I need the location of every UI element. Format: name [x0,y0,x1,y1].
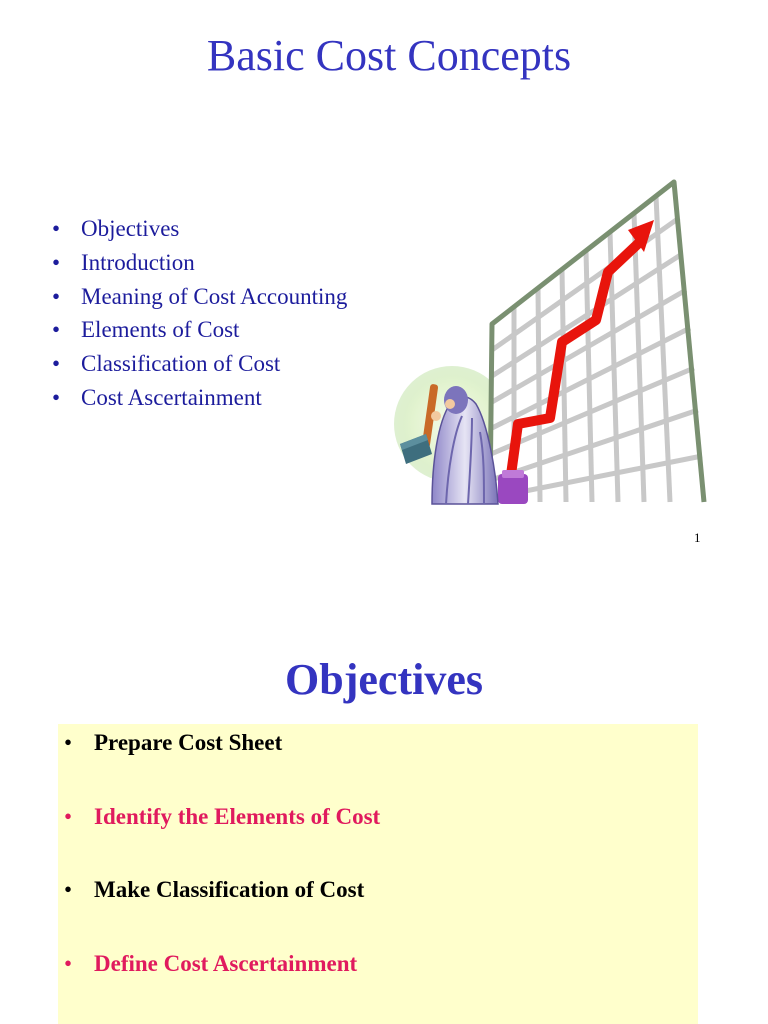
list-item-label: Meaning of Cost Accounting [81,283,348,309]
list-item [52,313,347,347]
objectives-box [58,724,698,1024]
page-number: 1 [694,530,701,545]
list-item [52,212,347,246]
bullet-icon: • [52,249,61,275]
list-item-label: Introduction [81,249,195,275]
list-item [64,875,380,949]
growth-chart-clipart-icon [392,172,712,506]
list-item-label: Cost Ascertainment [81,384,262,410]
bullet-icon: • [64,803,73,829]
list-item-label: Elements of Cost [81,317,240,343]
list-item [52,280,347,314]
list-item-label: Classification of Cost [81,351,281,377]
slide-2-title: Objectives [285,655,483,704]
list-item-label: Identify the Elements of Cost [94,803,381,829]
slide-2 [0,560,768,1024]
bullet-icon: • [52,317,61,343]
list-item [52,381,347,415]
objectives-list [64,728,380,1023]
bullet-icon: • [64,730,73,755]
bullet-icon: • [52,384,61,410]
slide-1-title: Basic Cost Concepts [206,31,572,80]
list-item [52,246,347,280]
list-item [52,347,347,381]
bullet-icon: • [52,216,61,241]
list-item-label: Define Cost Ascertainment [94,951,358,977]
list-item [64,802,380,876]
bullet-icon: • [64,877,73,903]
list-item [64,949,380,1023]
list-item [64,728,380,802]
bullet-icon: • [64,951,73,977]
bullet-icon: • [52,351,61,377]
bullet-icon: • [52,283,61,309]
slide-1-bullet-list [52,212,347,415]
list-item-label: Make Classification of Cost [94,877,365,903]
list-item-label: Objectives [81,216,180,241]
list-item-label: Prepare Cost Sheet [94,730,283,755]
